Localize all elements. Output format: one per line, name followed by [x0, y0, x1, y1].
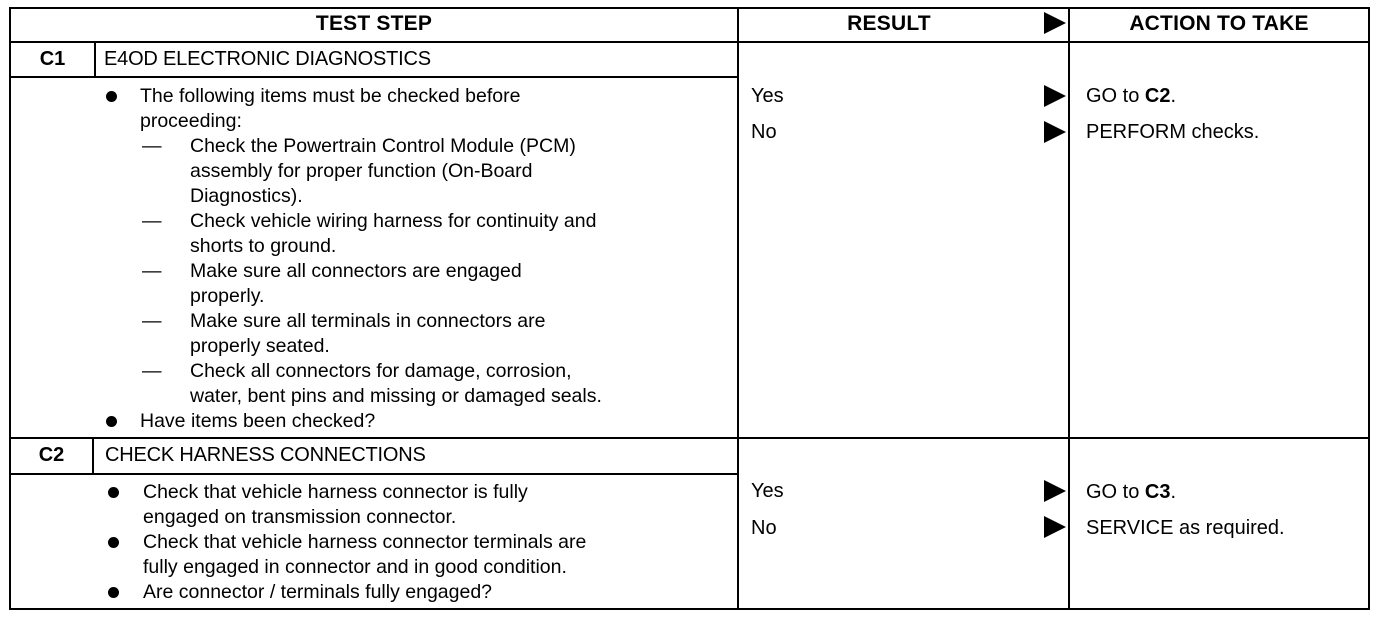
instruction-line: Check the Powertrain Control Module (PCM) [190, 135, 576, 157]
instruction-line: Check that vehicle harness connector terminals are [143, 531, 587, 553]
instruction-line: properly seated. [190, 335, 330, 357]
instruction-line: Make sure all connectors are engaged [190, 260, 522, 282]
bullet-icon [108, 487, 119, 498]
result-arrow-icon [1044, 516, 1066, 538]
action-text: SERVICE as required. [1086, 517, 1285, 539]
instruction-line: assembly for proper function (On-Board [190, 160, 533, 182]
instruction-line: Diagnostics). [190, 185, 303, 207]
dash-icon: — [142, 135, 162, 157]
step-id: C1 [39, 48, 66, 70]
result-yes: Yes [751, 85, 784, 107]
result-no: No [751, 121, 777, 143]
action-target: C3 [1144, 481, 1171, 503]
result-yes: Yes [751, 480, 784, 502]
instruction-line: Check vehicle wiring harness for continuity and [190, 210, 597, 232]
result-no: No [751, 517, 777, 539]
instruction-line: Check that vehicle harness connector is fully [143, 481, 528, 503]
action-prefix: GO to [1086, 481, 1145, 503]
action-suffix: . [1170, 481, 1177, 503]
action-goto [1086, 84, 1176, 109]
bullet-icon [106, 91, 117, 102]
action-prefix: GO to [1086, 85, 1145, 107]
dash-icon: — [142, 260, 162, 282]
dash-icon: — [142, 210, 162, 232]
instruction-line: proceeding: [140, 110, 242, 132]
instruction-line: Check all connectors for damage, corrosion, [190, 360, 572, 382]
instruction-line: engaged on transmission connector. [143, 506, 457, 528]
dash-icon: — [142, 310, 162, 332]
action-target: C2 [1144, 85, 1171, 107]
instruction-line: water, bent pins and missing or damaged seals. [190, 385, 602, 407]
instruction-line: Are connector / terminals fully engaged? [143, 581, 493, 603]
result-arrow-icon [1044, 85, 1066, 107]
header-test-step: TEST STEP [315, 12, 433, 35]
result-arrow-icon [1044, 121, 1066, 143]
header-action: ACTION TO TAKE [1129, 12, 1309, 35]
bullet-icon [108, 587, 119, 598]
instruction-line: fully engaged in connector and in good condition. [143, 556, 567, 578]
instruction-line: Make sure all terminals in connectors are [190, 310, 546, 332]
action-suffix: . [1170, 85, 1177, 107]
action-text: PERFORM checks. [1086, 121, 1260, 143]
header-arrow-icon [1044, 12, 1066, 34]
bullet-icon [106, 416, 117, 427]
step-id: C2 [38, 444, 65, 466]
result-arrow-icon [1044, 480, 1066, 502]
step-title: E4OD ELECTRONIC DIAGNOSTICS [104, 48, 431, 70]
instruction-line: properly. [190, 285, 265, 307]
instruction-line: Have items been checked? [140, 410, 376, 432]
bullet-icon [108, 537, 119, 548]
action-goto [1086, 480, 1176, 505]
dash-icon: — [142, 360, 162, 382]
step-title: CHECK HARNESS CONNECTIONS [105, 444, 426, 466]
header-result: RESULT [847, 12, 931, 35]
instruction-line: shorts to ground. [190, 235, 337, 257]
instruction-line: The following items must be checked before [140, 85, 521, 107]
